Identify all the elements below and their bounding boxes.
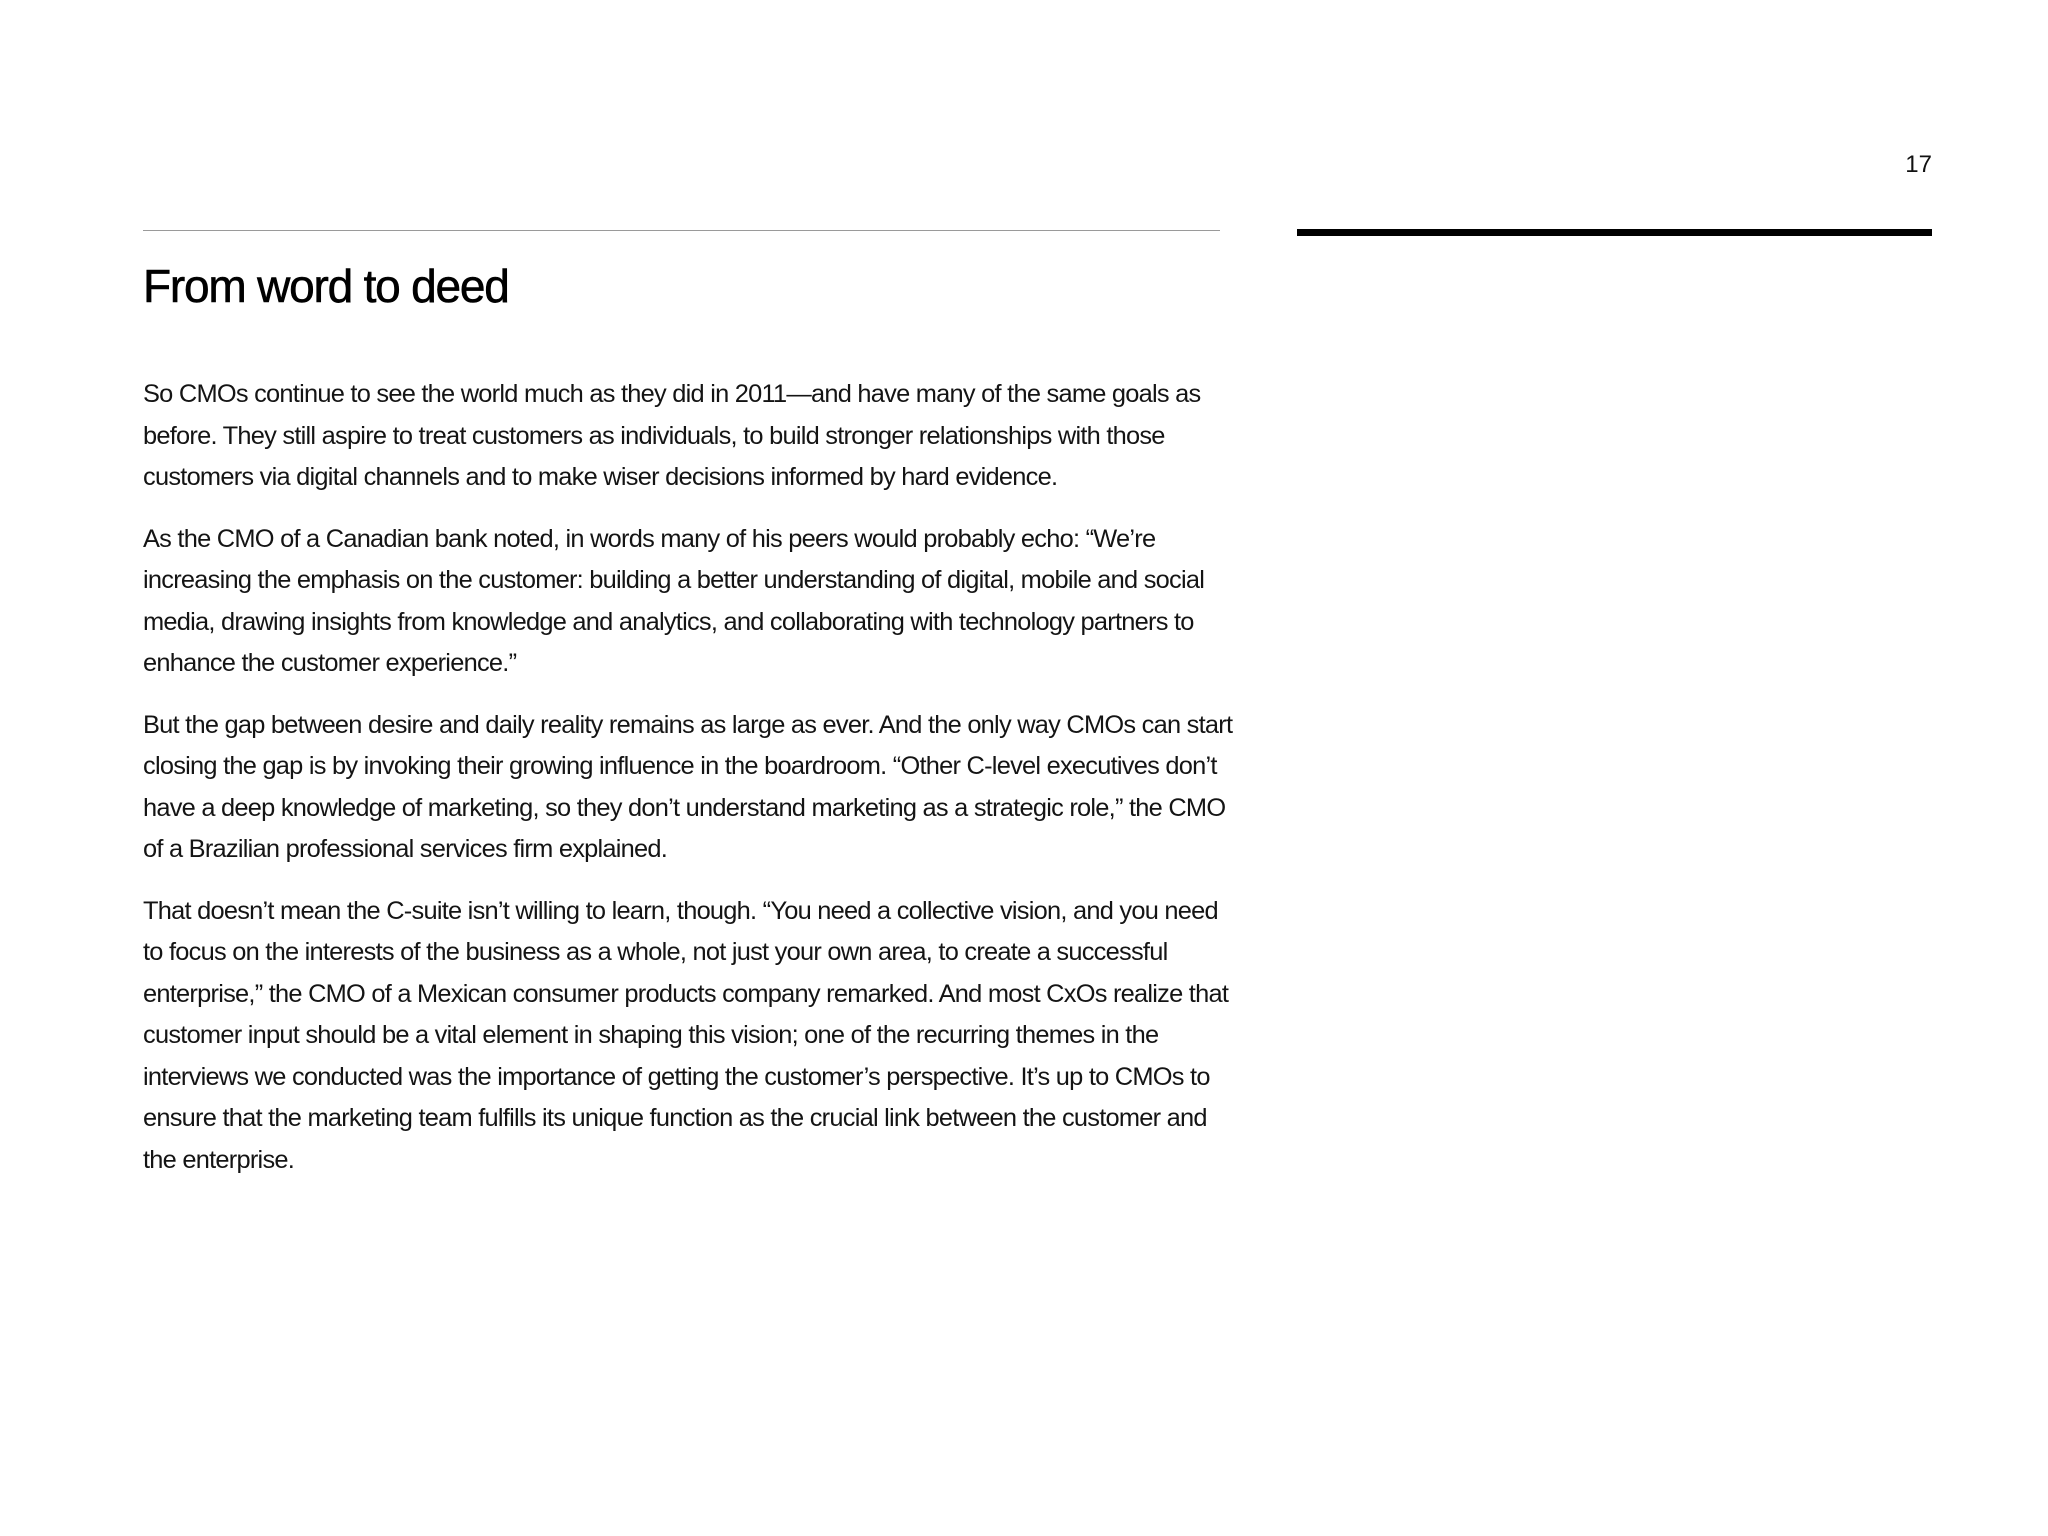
paragraph: That doesn’t mean the C-suite isn’t willing to learn, though. “You need a collective vision, and you need to focus on the interests of the business as a whole, not just your own area, to create a successful enterprise,” the CMO of a Mexican consumer products company remarked. And most CxOs realize that customer input should be a vital element in shaping this vision; one of the recurring themes in the interviews we conducted was the importance of getting the customer’s perspective. It’s up to CMOs to ensure that the marketing team fulfills its unique function as the crucial link between the customer and the enterprise. (143, 896, 1229, 1174)
section-divider-thin (143, 230, 1220, 231)
paragraph: As the CMO of a Canadian bank noted, in words many of his peers would probably echo: “We’re increasing the emphasis on the customer: building a better understanding of digital, mobile and social media, drawing insights from knowledge and analytics, and collaborating with technology partners to enhance the customer experience.” (143, 524, 1205, 677)
page-number: 17 (1905, 151, 1932, 178)
section-title: From word to deed (143, 260, 509, 312)
paragraph: But the gap between desire and daily reality remains as large as ever. And the only way CMOs can start closing the gap is by invoking their growing influence in the boardroom. “Other C-level executives don’t have a deep knowledge of marketing, so they don’t understand marketing as a strategic role,” the CMO of a Brazilian professional services firm explained. (143, 710, 1233, 863)
paragraph: So CMOs continue to see the world much as they did in 2011—and have many of the same goals as before. They still aspire to treat customers as individuals, to build stronger relationships with those customers via digital channels and to make wiser decisions informed by hard evidence. (143, 380, 1201, 491)
section-divider-thick (1297, 229, 1932, 236)
body-text (143, 374, 1233, 1201)
